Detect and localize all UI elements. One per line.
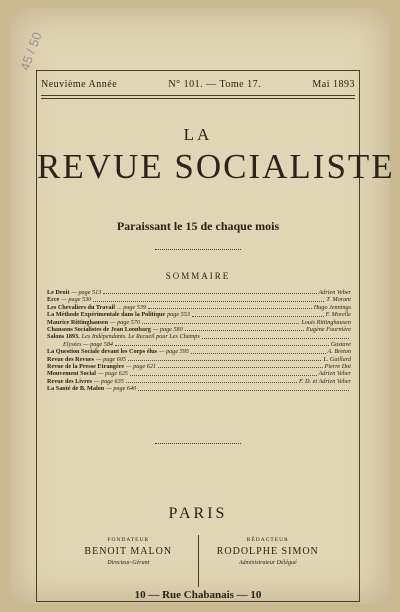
editorial-board [59,535,337,587]
toc-entry [47,378,351,385]
ornament-divider [155,249,241,250]
toc-entry-author: Adrien Veber [318,370,351,378]
toc-entry-page: — page 640 [106,385,137,393]
toc-entry-author: A. Breton [327,348,351,356]
toc-entry-page: — page 580 [152,326,183,334]
cover-frame [36,70,395,602]
toc-entry-page: Les Indépendants. Le Recueil pour Les Champs [81,333,200,341]
toc-entry-leader [192,311,324,316]
toc-entry [47,326,351,333]
toc-entry-page: — page 570 [110,318,140,326]
toc-entry [47,304,351,311]
toc-entry-page: — page 513 [71,289,102,296]
journal-cover [10,8,395,604]
toc-entry [47,348,351,355]
toc-entry-leader [115,341,329,346]
toc-entry-page: — page 605 [96,355,126,363]
toc-entry-leader [103,289,316,294]
toc-entry-title: La Question Sociale devant les Corps élus [47,348,158,356]
toc-entry-leader [191,348,326,353]
toc-entry [47,356,351,363]
toc-entry-page: page 553 [167,311,190,319]
founder-title: Directeur-Gérant [107,560,150,566]
toc-entry-author: Gustave [330,340,351,348]
toc-entry [47,370,351,377]
toc-entry-author: Louis Rittinghausen [301,318,351,326]
toc-entry-leader [185,326,304,331]
toc-entry-leader [126,378,297,383]
toc-entry-page: — page 625 [97,370,128,378]
toc-entry-author: L. Gaillard [323,355,351,363]
journal-subtitle: Paraissant le 15 de chaque mois [116,219,280,233]
toc-entry-title: Chansons Socialistes de Jean Loonbarg [47,326,151,334]
journal-title: REVUE SOCIALISTE [37,147,395,186]
toc-entry-title: Revue des Livres [47,377,92,385]
toc-entry-title: Salons 1893. [47,333,80,341]
founder-role: FONDATEUR [107,537,150,543]
toc-entry-leader [148,304,312,309]
toc-entry-page: — page 530 [61,296,92,304]
toc-entry [47,311,351,318]
toc-entry-leader [128,356,321,361]
toc-entry-author: Hugo Jennings [313,303,351,311]
ornament-divider-bottom [155,443,241,444]
founder-block [59,535,198,587]
toc-entry-title: Le Droit [47,289,70,296]
toc-entry-page: — page 595 [159,348,189,356]
toc-entry-title: Revue de la Presse Etrangère [47,363,125,371]
edition-year: Neuvième Année [41,79,118,90]
issue-header [41,79,355,90]
toc-entry-title: Revue des Revues [47,355,95,363]
toc-entry-author: Eugène Fournière [306,326,351,334]
handwritten-margin-note: 45 / 50 [16,29,45,73]
editor-title: Administrateur Délégué [238,560,297,566]
publication-city: PARIS [168,505,228,522]
toc-entry-page: ... page 539 [117,303,147,311]
toc-entry-author: F. D. et Adrien Veber [298,377,351,385]
toc-entry-author: T. Morant [326,296,351,304]
contents-heading: SOMMAIRE [165,271,231,281]
publisher-address: 10 — Rue Chabanais — 10 [134,589,262,601]
toc-entry-title: Maurice Rittinghausen [47,318,109,326]
toc-entry [47,385,351,392]
toc-entry [47,296,351,303]
editor-block [198,535,338,587]
toc-entry-page: Elysées — page 584 [63,340,114,348]
toc-entry-leader [93,296,324,301]
toc-entry-leader [158,363,323,368]
toc-entry [47,319,351,326]
founder-name: BENOIT MALON [84,546,173,557]
editor-name: RODOLPHE SIMON [216,546,319,557]
toc-entry-page: — page 635 [93,377,124,385]
toc-entry-title: La Méthode Expérimentale dans la Politique [47,311,166,319]
toc-entry [47,333,351,340]
toc-entry-author: F. Morelle [325,311,351,319]
toc-entry-author: Adrien Veber [318,289,351,296]
toc-entry-title: Mouvement Social [47,370,96,378]
toc-entry-leader [138,385,349,390]
toc-entry-leader [142,319,299,324]
header-rule-double [41,98,355,99]
issue-date: Mai 1893 [312,79,355,90]
title-article: LA [183,125,213,144]
toc-entry-author: Pierre Dot [324,363,351,371]
editor-role: RÉDACTEUR [246,537,289,543]
issue-number: N° 101. — Tome 17. [168,79,262,90]
toc-entry [47,363,351,370]
table-of-contents [47,289,351,393]
toc-entry-title: Ecce [47,296,60,304]
toc-entry-title: Les Chevaliers du Travail [47,303,116,311]
header-rule [41,95,355,96]
toc-entry [47,289,351,296]
toc-entry-title: La Santé de B. Malon [47,385,105,393]
toc-entry [47,341,351,348]
toc-entry-leader [202,333,349,338]
toc-entry-page: — page 621 [126,363,157,371]
toc-entry-leader [130,370,317,375]
